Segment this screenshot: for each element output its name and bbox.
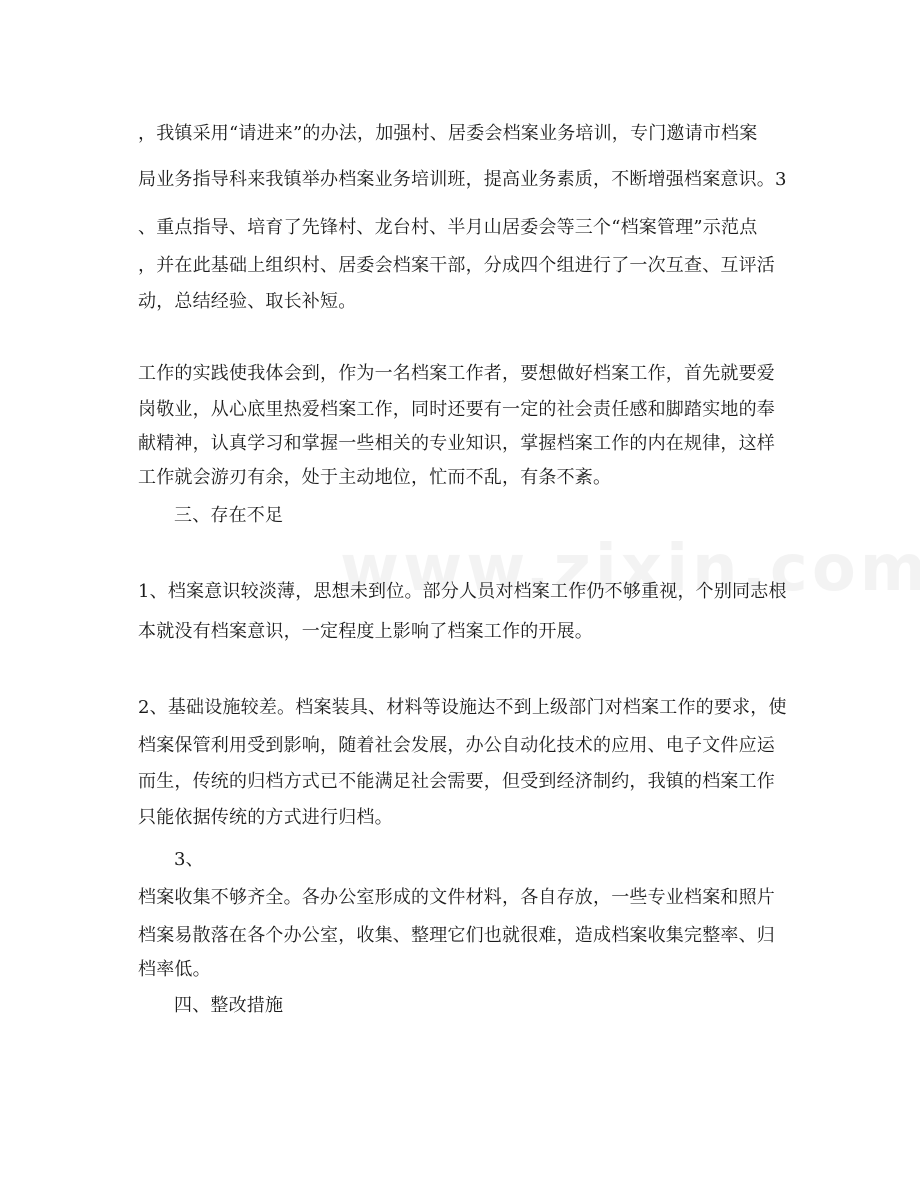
- paragraph-line: 工作的实践使我体会到，作为一名档案工作者，要想做好档案工作，首先就要爱: [138, 363, 775, 384]
- paragraph-line: 1、档案意识较淡薄，思想未到位。部分人员对档案工作仍不够重视，个别同志根: [138, 581, 787, 602]
- paragraph-line: 动，总结经验、取长补短。: [138, 291, 357, 312]
- paragraph-line: 档案收集不够齐全。各办公室形成的文件材料，各自存放，一些专业档案和照片: [138, 887, 775, 908]
- paragraph-line: 岗敬业，从心底里热爱档案工作，同时还要有一定的社会责任感和脚踏实地的奉: [138, 399, 775, 420]
- paragraph-line: ，我镇采用“请进来”的办法，加强村、居委会档案业务培训，专门邀请市档案: [138, 123, 758, 144]
- paragraph-line: 2、基础设施较差。档案装具、材料等设施达不到上级部门对档案工作的要求，使: [138, 697, 787, 718]
- paragraph-line: 局业务指导科来我镇举办档案业务培训班，提高业务素质，不断增强档案意识。3: [138, 169, 787, 190]
- paragraph-line: 、重点指导、培育了先锋村、龙台村、半月山居委会等三个“档案管理”示范点: [138, 217, 758, 238]
- paragraph-line: 档案易散落在各个办公室，收集、整理它们也就很难，造成档案收集完整率、归: [138, 925, 775, 946]
- paragraph-line: 本就没有档案意识，一定程度上影响了档案工作的开展。: [138, 621, 593, 642]
- list-number: 3、: [174, 849, 204, 870]
- paragraph-line: 档率低。: [138, 959, 211, 980]
- paragraph-line: ，并在此基础上组织村、居委会档案干部，分成四个组进行了一次互查、互评活: [138, 255, 775, 276]
- section-heading: 三、存在不足: [174, 505, 284, 526]
- paragraph-line: 而生，传统的归档方式已不能满足社会需要，但受到经济制约，我镇的档案工作: [138, 771, 775, 792]
- paragraph-line: 只能依据传统的方式进行归档。: [138, 807, 393, 828]
- paragraph-line: 档案保管利用受到影响，随着社会发展，办公自动化技术的应用、电子文件应运: [138, 735, 775, 756]
- paragraph-line: 工作就会游刃有余，处于主动地位，忙而不乱，有条不紊。: [138, 467, 612, 488]
- section-heading: 四、整改措施: [174, 995, 284, 1016]
- paragraph-line: 献精神，认真学习和掌握一些相关的专业知识，掌握档案工作的内在规律，这样: [138, 433, 775, 454]
